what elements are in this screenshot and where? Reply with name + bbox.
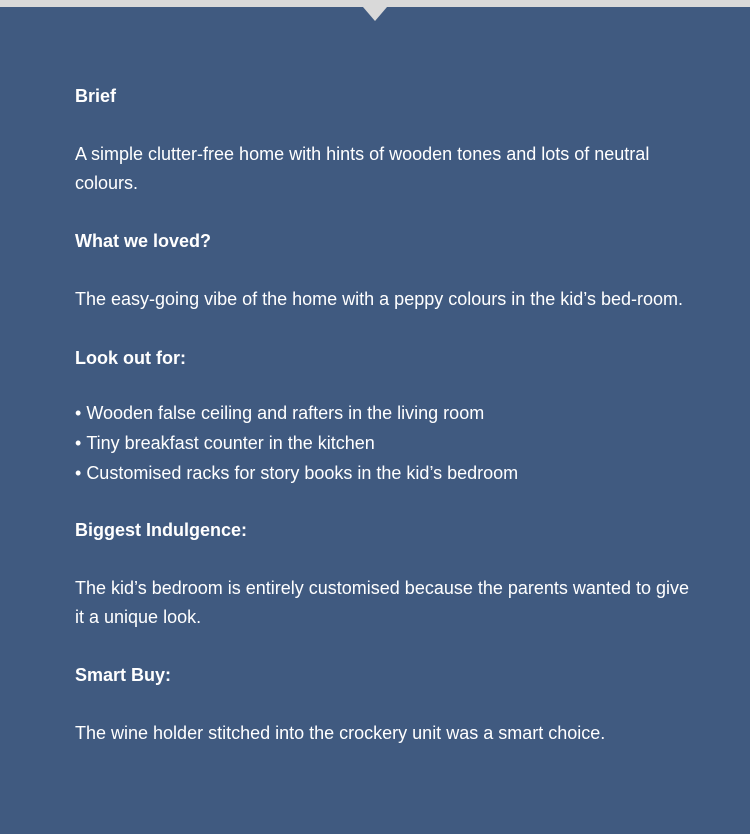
indulgence-heading: Biggest Indulgence: — [75, 520, 248, 540]
loved-text: The easy-going vibe of the home with a peppy colours in the kid’s bed-room. — [75, 289, 684, 309]
list-item: • Wooden false ceiling and rafters in the living room — [75, 398, 695, 428]
list-item: • Tiny breakfast counter in the kitchen — [75, 428, 695, 458]
brief-text: A simple clutter-free home with hints of wooden tones and lots of neutral colours. — [75, 144, 650, 193]
smart-buy-heading: Smart Buy: — [75, 665, 172, 685]
smart-buy-text: The wine holder stitched into the crockery unit was a smart choice. — [75, 723, 606, 743]
list-item: • Customised racks for story books in the kid’s bedroom — [75, 458, 695, 488]
indulgence-text: The kid’s bedroom is entirely customised because the parents wanted to give it a unique look. — [75, 578, 690, 627]
look-out-list — [75, 398, 695, 488]
brief-heading: Brief — [75, 86, 117, 106]
look-out-heading: Look out for: — [75, 348, 186, 368]
loved-heading: What we loved? — [75, 231, 212, 251]
details-panel — [75, 84, 695, 748]
pointer-notch — [363, 7, 387, 21]
top-divider-strip — [0, 0, 750, 7]
